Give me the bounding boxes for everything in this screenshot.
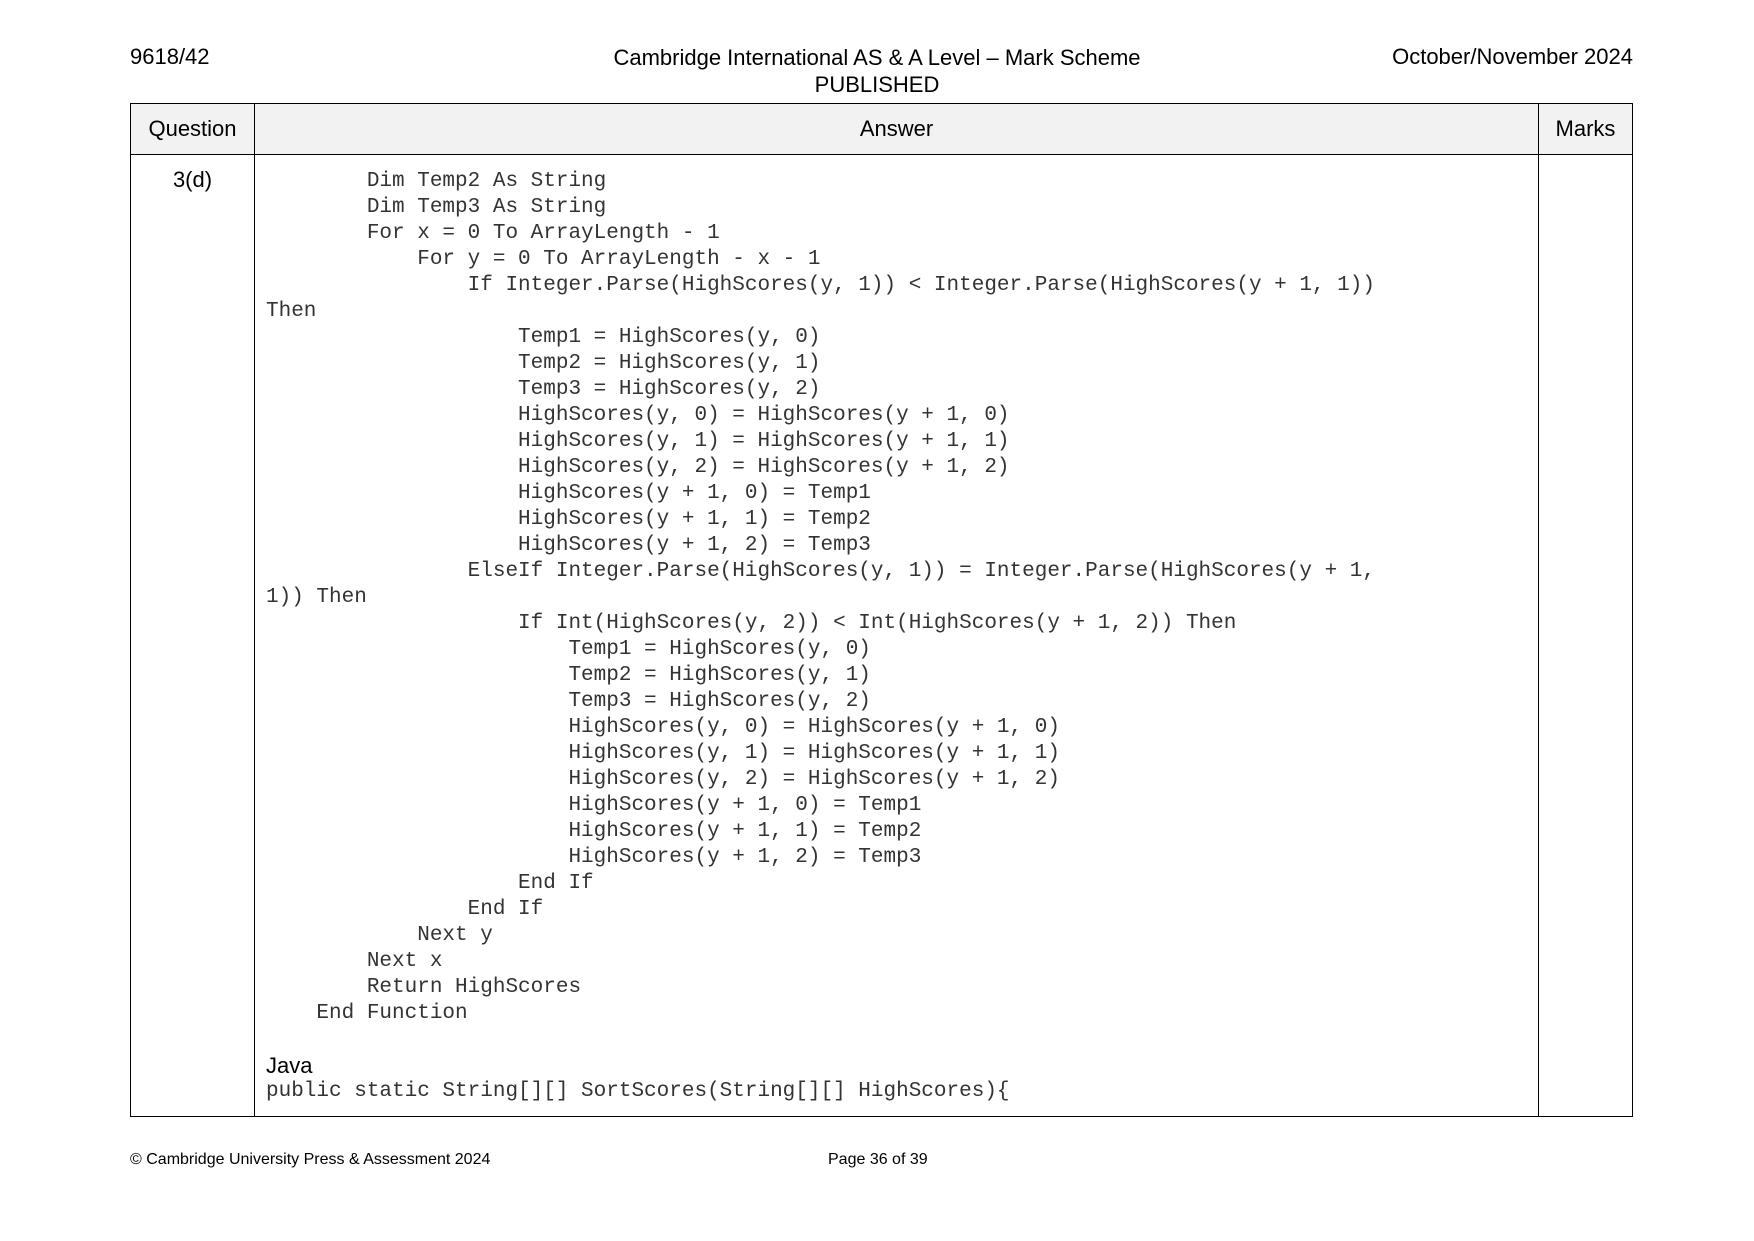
code-line: Temp1 = HighScores(y, 0) (266, 638, 871, 661)
code-line: If Integer.Parse(HighScores(y, 1)) < Integer.Parse(HighScores(y + 1, 1)) (266, 274, 1375, 297)
exam-session: October/November 2024 (1392, 44, 1633, 69)
table-row (131, 155, 1633, 1117)
table-header-row (131, 104, 1633, 155)
code-line: Temp2 = HighScores(y, 1) (266, 352, 821, 375)
code-line: HighScores(y, 1) = HighScores(y + 1, 1) (266, 430, 1010, 453)
code-line: HighScores(y + 1, 1) = Temp2 (266, 820, 922, 843)
code-line: HighScores(y + 1, 2) = Temp3 (266, 846, 922, 869)
code-line: HighScores(y, 2) = HighScores(y + 1, 2) (266, 768, 1060, 791)
paper-code: 9618/42 (130, 44, 210, 69)
code-line: ElseIf Integer.Parse(HighScores(y, 1)) = Integer.Parse(HighScores(y + 1, (266, 560, 1375, 583)
code-line: HighScores(y, 0) = HighScores(y + 1, 0) (266, 404, 1010, 427)
subtitle-line: PUBLISHED (814, 72, 940, 97)
code-line: End If (266, 898, 544, 921)
code-line: HighScores(y + 1, 1) = Temp2 (266, 508, 871, 531)
code-line: HighScores(y, 0) = HighScores(y + 1, 0) (266, 716, 1060, 739)
code-line: Temp1 = HighScores(y, 0) (266, 326, 821, 349)
code-line: HighScores(y, 2) = HighScores(y + 1, 2) (266, 456, 1010, 479)
code-line: Then (266, 300, 317, 323)
mark-scheme-table (130, 103, 1633, 1117)
code-line: Temp2 = HighScores(y, 1) (266, 664, 871, 687)
java-code-line: public static String[][] SortScores(String[][] HighScores){ (266, 1080, 1010, 1103)
code-line: HighScores(y + 1, 0) = Temp1 (266, 482, 871, 505)
copyright-notice: © Cambridge University Press & Assessment 2024 (130, 1151, 491, 1168)
header-answer: Answer (255, 104, 1539, 155)
code-line: Next y (266, 924, 493, 947)
answer-cell (255, 155, 1539, 1117)
question-number: 3(d) (131, 155, 255, 1117)
code-line: Temp3 = HighScores(y, 2) (266, 690, 871, 713)
code-line: Return HighScores (266, 976, 582, 999)
java-label: Java (266, 1053, 313, 1078)
page-number: Page 36 of 39 (828, 1151, 928, 1168)
marks-cell (1539, 155, 1633, 1117)
header-marks: Marks (1539, 104, 1633, 155)
code-line: 1)) Then (266, 586, 367, 609)
code-line: HighScores(y + 1, 0) = Temp1 (266, 794, 922, 817)
code-line: End If (266, 872, 594, 895)
code-line: For x = 0 To ArrayLength - 1 (266, 222, 720, 245)
code-line: HighScores(y + 1, 2) = Temp3 (266, 534, 871, 557)
code-line: HighScores(y, 1) = HighScores(y + 1, 1) (266, 742, 1060, 765)
title-line: Cambridge International AS & A Level – Mark Scheme (613, 45, 1141, 70)
code-line: For y = 0 To ArrayLength - x - 1 (266, 248, 821, 271)
header-question: Question (131, 104, 255, 155)
code-line: Temp3 = HighScores(y, 2) (266, 378, 821, 401)
code-line: If Int(HighScores(y, 2)) < Int(HighScores(y + 1, 2)) Then (266, 612, 1237, 635)
code-line: Dim Temp2 As String (266, 170, 607, 193)
code-line: Dim Temp3 As String (266, 196, 607, 219)
vb-code-block (266, 169, 1538, 1027)
code-line: Next x (266, 950, 443, 973)
code-line: End Function (266, 1002, 468, 1025)
